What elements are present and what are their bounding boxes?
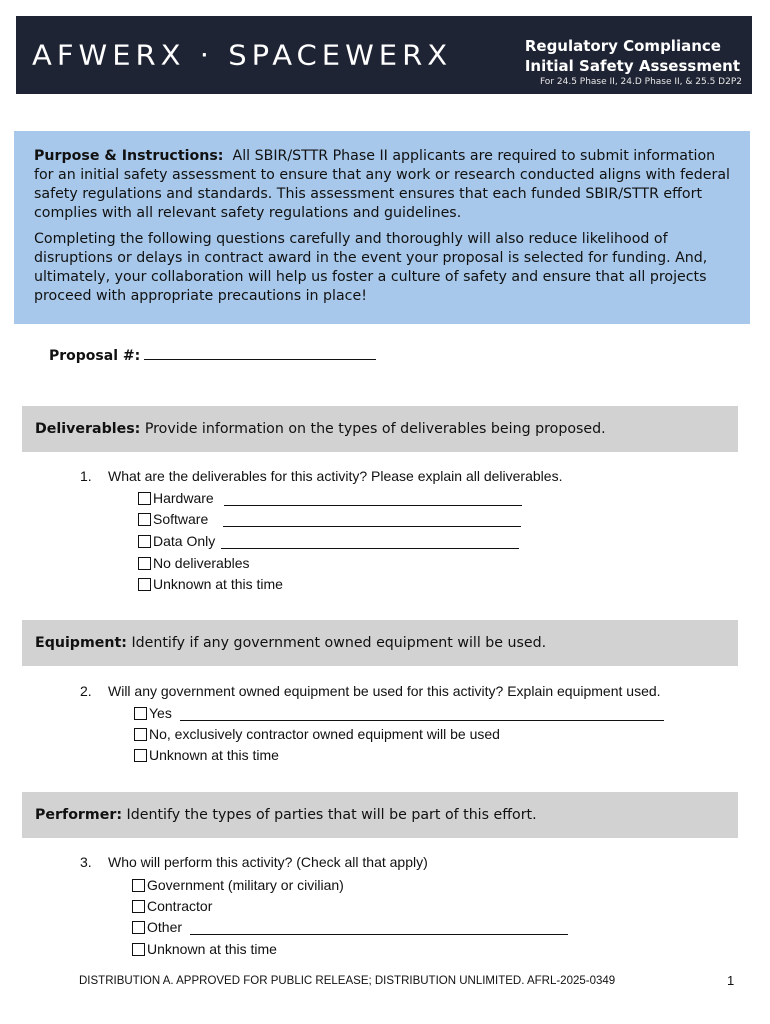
explain-line[interactable] (224, 491, 522, 506)
distribution-statement: DISTRIBUTION A. APPROVED FOR PUBLIC RELEASE; DISTRIBUTION UNLIMITED. AFRL-2025-0349 (79, 975, 616, 987)
option-label: No deliverables (153, 555, 250, 571)
question-number: 1. (80, 468, 92, 484)
question-number: 3. (80, 854, 92, 870)
performer-label: Performer: (35, 807, 123, 823)
section-performer (22, 792, 738, 838)
option-label: Government (military or civilian) (147, 877, 344, 893)
proposal-label: Proposal #: (49, 348, 141, 364)
purpose-label: Purpose & Instructions: (34, 148, 224, 164)
explain-line[interactable] (180, 706, 664, 721)
option-unknown[interactable] (132, 941, 277, 957)
option-yes[interactable] (134, 705, 664, 721)
deliverables-text: Provide information on the types of deliverables being proposed. (144, 421, 606, 437)
document-subtitle: For 24.5 Phase II, 24.D Phase II, & 25.5 D2P2 (539, 77, 742, 87)
option-software[interactable] (138, 511, 521, 527)
option-label: Data Only (153, 533, 216, 549)
checkbox[interactable] (138, 578, 151, 591)
deliverables-label: Deliverables: (35, 421, 141, 437)
purpose-paragraph-2: Completing the following questions carefully and thoroughly will also reduce likelihood of disruptions or delays in contract award in the event your proposal is selected for funding. And, ultimately, your collaboration will help us foster a culture of safety and ensure that all projects proceed with appropriate precautions in place! (34, 231, 708, 304)
equipment-text: Identify if any government owned equipment will be used. (131, 635, 547, 651)
question-text: Will any government owned equipment be used for this activity? Explain equipment used. (108, 683, 661, 699)
checkbox[interactable] (132, 921, 145, 934)
question-3 (80, 854, 428, 870)
page-number: 1 (727, 973, 735, 988)
option-label: Contractor (147, 898, 213, 914)
option-contractor[interactable] (132, 898, 212, 914)
checkbox[interactable] (134, 707, 147, 720)
question-text: What are the deliverables for this activity? Please explain all deliverables. (108, 468, 563, 484)
option-label: Other (147, 919, 183, 935)
purpose-paragraph-1 (34, 147, 730, 223)
option-unknown[interactable] (134, 747, 279, 763)
document-title (525, 36, 740, 76)
option-label: Unknown at this time (149, 747, 279, 763)
checkbox[interactable] (132, 879, 145, 892)
checkbox[interactable] (138, 557, 151, 570)
explain-line[interactable] (190, 920, 568, 935)
checkbox[interactable] (132, 943, 145, 956)
performer-text: Identify the types of parties that will be part of this effort. (126, 807, 537, 823)
option-no-deliverables[interactable] (138, 555, 250, 571)
purpose-instructions-box (14, 131, 750, 324)
title-line-2: Initial Safety Assessment (524, 57, 740, 75)
purpose-text-1: All SBIR/STTR Phase II applicants are required to submit information for an initial safety assessment to ensure that any work or research conducted aligns with federal safety regulations and standards. This assessment ensures that each funded SBIR/STTR effort complies with all relevant safety regulations and guidelines. (34, 148, 730, 221)
checkbox[interactable] (134, 728, 147, 741)
question-text: Who will perform this activity? (Check all that apply) (108, 854, 428, 870)
explain-line[interactable] (221, 534, 519, 549)
explain-line[interactable] (223, 512, 521, 527)
option-label: Unknown at this time (147, 941, 277, 957)
option-label: Software (153, 511, 209, 527)
question-1 (80, 468, 562, 484)
option-other[interactable] (132, 919, 568, 935)
option-unknown[interactable] (138, 576, 283, 592)
section-deliverables (22, 406, 738, 452)
checkbox[interactable] (134, 749, 147, 762)
checkbox[interactable] (132, 900, 145, 913)
header-banner (16, 16, 752, 94)
checkbox[interactable] (138, 535, 151, 548)
option-label: No, exclusively contractor owned equipment will be used (149, 726, 500, 742)
option-label: Unknown at this time (153, 576, 283, 592)
option-government[interactable] (132, 877, 344, 893)
option-label: Yes (149, 705, 172, 721)
option-no-contractor-equipment[interactable] (134, 726, 500, 742)
checkbox[interactable] (138, 492, 151, 505)
checkbox[interactable] (138, 513, 151, 526)
option-hardware[interactable] (138, 490, 522, 506)
question-2 (80, 683, 661, 699)
option-label: Hardware (153, 490, 214, 506)
afwerx-spacewerx-logo: AFWERX · SPACEWERX (32, 38, 453, 72)
proposal-number-field (49, 345, 376, 364)
equipment-label: Equipment: (35, 635, 127, 651)
option-data-only[interactable] (138, 533, 519, 549)
section-equipment (22, 620, 738, 666)
proposal-number-input-line[interactable] (144, 345, 376, 360)
question-number: 2. (80, 683, 92, 699)
title-line-1: Regulatory Compliance (524, 37, 721, 55)
